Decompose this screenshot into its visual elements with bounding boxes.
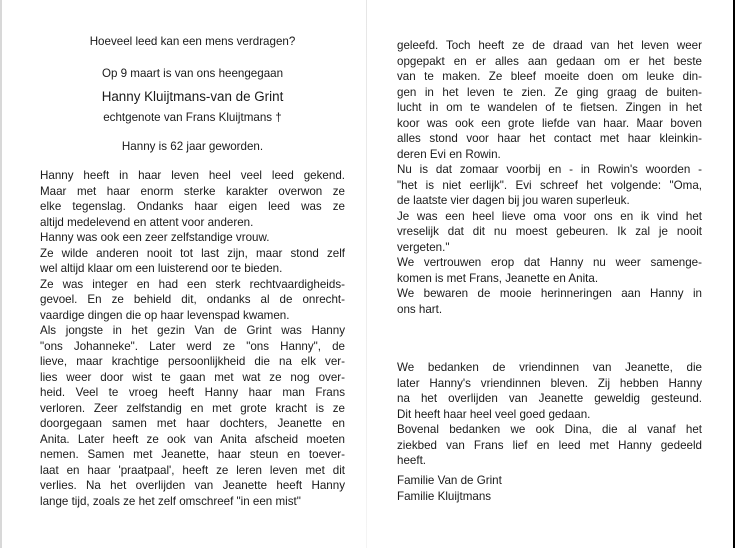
text-line: lieve, maar krachtige persoonlijkheid die na elk ver- [40, 355, 345, 368]
text-line: later Hanny's vriendinnen bleven. Zij hebben Hanny [397, 376, 702, 390]
text-line: heid. Veel te vroeg heeft Hanny haar man Frans [40, 386, 345, 399]
right-body-text [397, 38, 702, 469]
text-line: Hanny was ook een zeer zelfstandige vrouw. [40, 231, 270, 244]
text-line: opgepakt en er alles aan gedaan om er het beste [397, 54, 702, 68]
text-line: koor was ook een grote liefde van haar. Maar boven [397, 116, 702, 130]
text-line: vaardige dingen die op haar levenspad kwamen. [40, 308, 290, 322]
text-line: We bewaren de mooie herinneringen aan Hanny in [397, 287, 702, 300]
card-left-edge [0, 0, 2, 548]
announcement: Op 9 maart is van ons heengegaan [101, 67, 284, 80]
text-line: Maar met haar enorm sterke karakter overwon ze [40, 184, 345, 198]
text-line: "het is niet eerlijk". Evi schreef het volgende: "Oma, [397, 178, 702, 192]
text-line: vergeten." [397, 240, 450, 254]
text-line: lies weer door wist te gaan met wat ze nog over- [40, 370, 345, 384]
opening-quote: Hoeveel leed kan een mens verdragen? [89, 35, 296, 48]
text-line: lange tijd, zoals ze het zelf omschreef "in een mist" [40, 494, 301, 508]
text-line: Nu is dat zomaar voorbij en - in Rowin's woorden - [397, 163, 702, 176]
text-line: ziekbed van Frans lief en leed met Hanny gedeeld [397, 438, 702, 452]
paragraph [397, 360, 702, 422]
age-line: Hanny is 62 jaar geworden. [121, 140, 264, 153]
text-line: na het overlijden van Jeanette geweldig gesteund. [397, 392, 702, 405]
paragraph [40, 246, 345, 277]
text-line: altijd medelevend en attent voor anderen. [40, 215, 254, 229]
text-line: Ze wilde anderen nooit tot last zijn, maar stond zelf [40, 246, 345, 260]
text-line: We vertrouwen erop dat Hanny nu weer samenge- [397, 256, 702, 269]
paragraph [40, 168, 345, 230]
signature-block [397, 473, 702, 504]
text-line: "ons Johanneke". Later werd ze "ons Hanny", de [40, 339, 345, 353]
card-fold-line [366, 0, 367, 548]
text-line: van te maken. Ze bleef moeite doen om leuke din- [397, 70, 702, 83]
text-line: Anita. Later heeft ze ook van Anita afscheid moeten [40, 432, 345, 446]
text-line: verloren. Zeer zelfstandig en met grote kracht is ze [40, 401, 345, 415]
text-line: doorgegaan samen met haar dochters, Jeanette en [40, 417, 345, 430]
text-line: gen in het leven te zien. Ze ging graag de buiten- [397, 85, 702, 99]
paragraph [40, 230, 345, 246]
signature-line: Familie Van de Grint [397, 474, 502, 487]
left-body-text [40, 168, 345, 509]
paragraph [397, 255, 702, 286]
text-line: lucht in om te wandelen of te fietsen. Zingen in het [397, 101, 702, 114]
text-line: vreselijk dat dit nu moest gebeuren. Ik zal je nooit [397, 225, 702, 238]
text-line: Je was een heel lieve oma voor ons en ik vind het [397, 209, 702, 223]
text-line: gevoel. En ze behield dit, ondanks al de onrecht- [40, 293, 345, 306]
paragraph [397, 286, 702, 317]
text-line: deren Evi en Rowin. [397, 147, 501, 161]
text-line: Hanny heeft in haar leven heel veel leed gekend. [40, 169, 345, 182]
text-line: We bedanken de vriendinnen van Jeanette, die [397, 361, 702, 374]
text-line: verlies. Na het overlijden van Jeanette heeft Hanny [40, 479, 345, 492]
text-line: alles stond voor haar het contact met haar kleinkin- [397, 132, 702, 145]
text-line: geleefd. Toch heeft ze de draad van het leven weer [397, 39, 702, 52]
paragraph [40, 323, 345, 509]
paragraph [397, 422, 702, 469]
text-line: heeft. [397, 454, 427, 467]
text-line: Bovenal bedanken we ook Dina, die al vanaf het [397, 423, 702, 436]
text-line: Als jongste in het gezin Van de Grint was Hanny [40, 324, 345, 337]
paragraph [397, 162, 702, 209]
text-line: nemen. Samen met Jeanette, haar steun en toever- [40, 448, 345, 461]
text-line: Ze was integer en had een sterk rechtvaardigheids- [40, 277, 345, 291]
deceased-name: Hanny Kluijtmans-van de Grint [101, 89, 284, 104]
text-line: de laatste vier dagen bij jou waren superleuk. [397, 194, 630, 207]
paragraph [397, 38, 702, 162]
paragraph [397, 209, 702, 256]
text-line: ons hart. [397, 302, 443, 316]
text-line: wel altijd klaar om een luisterend oor te bieden. [40, 262, 283, 275]
text-line: laat en haar 'praatpaal', heeft ze leren leven met dit [40, 463, 345, 477]
paragraph [40, 277, 345, 324]
text-line: Dit heeft haar heel veel goed gedaan. [397, 407, 591, 421]
text-line: elke tegenslag. Ondanks haar eigen leed was ze [40, 200, 345, 213]
text-line: komen is met Frans, Jeanette en Anita. [397, 271, 599, 285]
signature-line: Familie Kluijtmans [397, 489, 492, 503]
spouse-line: echtgenote van Frans Kluijtmans † [103, 111, 282, 124]
